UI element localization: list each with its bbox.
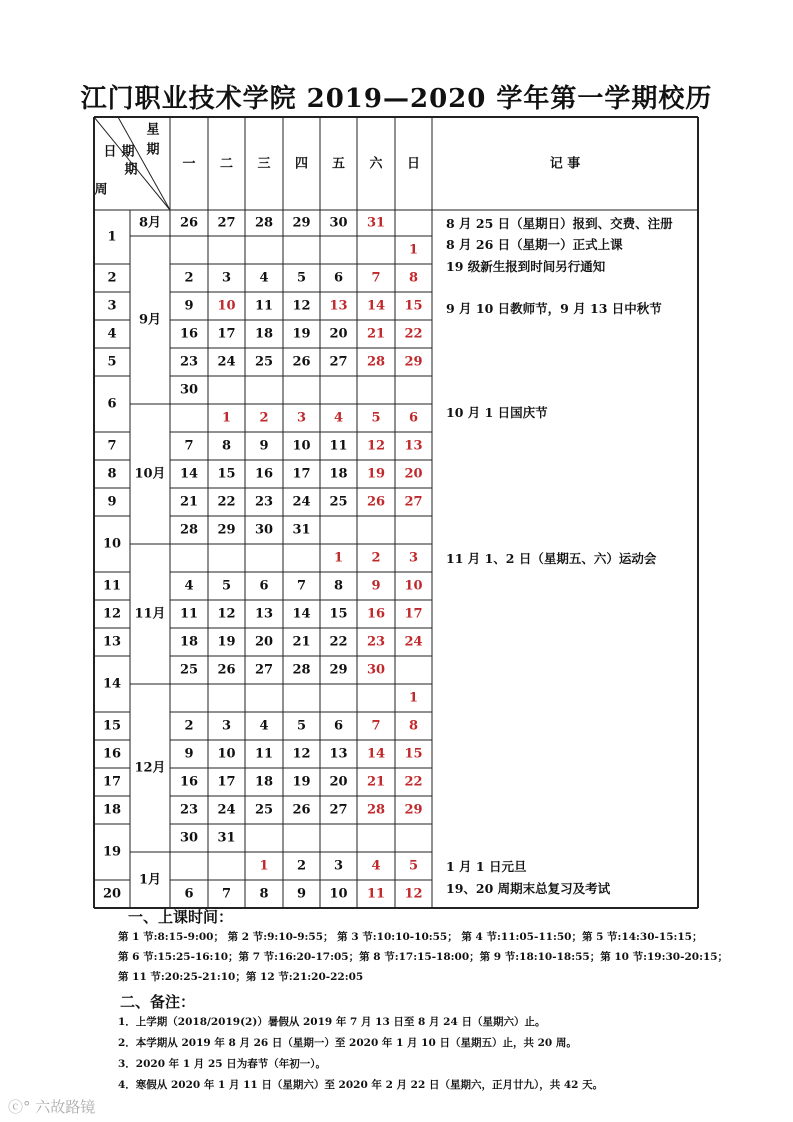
calendar-date: 12 [292, 298, 311, 314]
calendar-date: 5 [296, 718, 307, 734]
week-number: 10 [102, 536, 122, 552]
calendar-date: 9 [371, 578, 381, 594]
week-number: 5 [107, 354, 117, 370]
calendar-date: 11 [254, 298, 274, 314]
remark-line: 4．寒假从 2020 年 1 月 11 日（星期六）至 2020 年 2 月 22 日（星期六，正月廿九），共 42 天。 [118, 1079, 604, 1091]
week-number: 1 [107, 229, 117, 245]
note-registration: 8 月 25 日（星期日）报到、交费、注册 [446, 216, 673, 231]
watermark [8, 1096, 95, 1117]
week-number: 12 [102, 606, 122, 622]
calendar-date: 19 [292, 774, 311, 790]
calendar-date: 1 [408, 690, 419, 706]
calendar-date: 30 [366, 662, 386, 678]
calendar-date: 30 [179, 382, 199, 398]
note-new-year: 1 月 1 日元旦 [446, 859, 527, 874]
calendar-date: 16 [366, 606, 386, 622]
calendar-date: 30 [329, 215, 348, 231]
calendar-date: 11 [366, 886, 386, 902]
note-teachers-day: 9 月 10 日教师节，9 月 13 日中秋节 [446, 301, 662, 316]
calendar-date: 25 [329, 494, 348, 510]
week-number: 9 [107, 494, 117, 510]
calendar-date: 19 [366, 466, 386, 482]
calendar-date: 7 [371, 718, 381, 734]
class-times-line: 第 6 节:15:25-16:10；第 7 节:16:20-17:05；第 8 节:17:15-18:00；第 9 节:18:10-18:55；第 10 节:19:30-20:15； [118, 951, 729, 963]
note-classes-start: 8 月 26 日（星期一）正式上课 [446, 237, 623, 252]
corner-date-label: 日 [103, 144, 117, 160]
calendar-date: 26 [366, 494, 386, 510]
calendar-date: 5 [371, 410, 381, 426]
calendar-date: 4 [259, 718, 269, 734]
calendar-date: 13 [329, 746, 348, 762]
calendar-date: 29 [292, 215, 311, 231]
week-number: 2 [107, 270, 117, 286]
calendar-date: 21 [292, 634, 311, 650]
calendar-date: 8 [221, 438, 232, 454]
calendar-date: 12 [366, 438, 386, 454]
week-number: 16 [102, 746, 122, 762]
calendar-date: 8 [408, 718, 419, 734]
month-label: 11月 [134, 606, 166, 622]
calendar-date: 1 [408, 242, 419, 258]
calendar-date: 27 [329, 802, 348, 818]
calendar-date: 10 [217, 298, 236, 314]
calendar-date: 3 [296, 410, 307, 426]
calendar-date: 7 [296, 578, 307, 594]
note-national-day: 10 月 1 日国庆节 [446, 405, 548, 420]
weekday-header: 五 [331, 156, 346, 172]
remark-line: 2．本学期从 2019 年 8 月 26 日（星期一）至 2020 年 1 月 10 日（星期五）止，共 20 周。 [118, 1037, 577, 1049]
calendar-date: 10 [292, 438, 311, 454]
calendar-date: 4 [259, 270, 269, 286]
week-number: 15 [102, 718, 122, 734]
calendar-date: 2 [296, 858, 307, 874]
calendar-date: 22 [404, 774, 423, 790]
calendar-date: 27 [404, 494, 423, 510]
month-label: 12月 [134, 760, 166, 776]
calendar-date: 23 [179, 354, 199, 370]
calendar-date: 25 [254, 802, 274, 818]
calendar-date: 28 [366, 354, 386, 370]
calendar-date: 18 [329, 466, 348, 482]
calendar-date: 27 [254, 662, 274, 678]
calendar-date: 17 [217, 326, 236, 342]
calendar-date: 4 [184, 578, 194, 594]
calendar-date: 23 [366, 634, 386, 650]
remark-line: 3．2020 年 1 月 25 日为春节（年初一）。 [118, 1058, 326, 1070]
calendar-date: 6 [333, 270, 344, 286]
calendar-date: 10 [329, 886, 348, 902]
corner-date-label: 期 [121, 144, 135, 160]
calendar-date: 14 [366, 298, 386, 314]
calendar-date: 12 [404, 886, 423, 902]
calendar-date: 14 [366, 746, 386, 762]
week-number: 4 [107, 326, 117, 342]
calendar-date: 20 [404, 466, 423, 482]
calendar-date: 28 [292, 662, 311, 678]
weekday-header: 六 [369, 156, 383, 172]
calendar-date: 7 [221, 886, 232, 902]
calendar-date: 10 [404, 578, 423, 594]
calendar-date: 2 [184, 270, 194, 286]
watermark-text: 六故路镜 [35, 1098, 96, 1116]
week-number: 7 [107, 438, 117, 454]
calendar-date: 5 [221, 578, 232, 594]
calendar-date: 15 [404, 298, 423, 314]
calendar-date: 6 [259, 578, 269, 594]
weekday-header: 一 [182, 156, 196, 172]
calendar-date: 22 [404, 326, 423, 342]
weekday-header: 三 [257, 156, 271, 172]
calendar-date: 9 [184, 298, 194, 314]
calendar-date: 29 [404, 802, 423, 818]
calendar-date: 9 [259, 438, 269, 454]
calendar-date: 15 [329, 606, 348, 622]
calendar-date: 18 [179, 634, 199, 650]
calendar-date: 27 [217, 215, 236, 231]
calendar-date: 4 [371, 858, 381, 874]
calendar-date: 26 [217, 662, 236, 678]
class-times-line: 第 11 节:20:25-21:10；第 12 节:21:20-22:05 [118, 971, 364, 983]
calendar-date: 29 [217, 522, 236, 538]
calendar-date: 31 [366, 215, 386, 231]
calendar-date: 26 [292, 354, 311, 370]
weekday-header: 二 [219, 156, 234, 172]
calendar-date: 11 [329, 438, 348, 454]
calendar-date: 3 [408, 550, 419, 566]
calendar-date: 10 [217, 746, 236, 762]
calendar-date: 8 [408, 270, 419, 286]
calendar-date: 12 [292, 746, 311, 762]
month-label: 1月 [138, 872, 162, 888]
calendar-date: 1 [333, 550, 344, 566]
calendar-date: 26 [292, 802, 311, 818]
weekday-header: 日 [406, 156, 421, 172]
calendar-date: 21 [366, 774, 386, 790]
calendar-date: 24 [292, 494, 311, 510]
calendar-date: 21 [366, 326, 386, 342]
calendar-date: 16 [179, 326, 199, 342]
calendar-date: 18 [254, 774, 274, 790]
week-number: 20 [102, 886, 122, 902]
note-final-exams: 19、20 周期末总复习及考试 [446, 881, 611, 896]
watermark-logo-icon: ⓒ° [8, 1098, 31, 1116]
calendar-date: 15 [217, 466, 236, 482]
calendar-date: 23 [254, 494, 274, 510]
calendar-date: 7 [371, 270, 381, 286]
calendar-date: 14 [292, 606, 311, 622]
calendar-date: 8 [333, 578, 344, 594]
calendar-date: 4 [333, 410, 344, 426]
calendar-date: 29 [404, 354, 423, 370]
calendar-date: 30 [179, 830, 199, 846]
calendar-date: 11 [179, 606, 199, 622]
calendar-date: 20 [329, 774, 348, 790]
week-number: 3 [107, 298, 117, 314]
calendar-date: 3 [221, 718, 232, 734]
class-times-heading: 一、上课时间： [128, 908, 234, 926]
calendar-date: 9 [184, 746, 194, 762]
calendar-date: 28 [254, 215, 274, 231]
calendar-date: 13 [254, 606, 274, 622]
calendar-date: 16 [254, 466, 274, 482]
page-title: 江门职业技术学院 2019—2020 学年第一学期校历 [80, 84, 713, 114]
calendar-date: 19 [292, 326, 311, 342]
class-times-line: 第 1 节:8:15-9:00； 第 2 节:9:10-9:55； 第 3 节:10:10-10:55； 第 4 节:11:05-11:50；第 5 节:14:30-15:15； [118, 931, 703, 943]
calendar-date: 25 [254, 354, 274, 370]
remarks-heading: 二、备注： [120, 993, 196, 1011]
calendar-date: 8 [259, 886, 269, 902]
calendar-date: 22 [217, 494, 236, 510]
corner-date-label: 期 [124, 162, 138, 178]
weekday-header: 四 [294, 156, 309, 172]
calendar-date: 18 [254, 326, 274, 342]
calendar-date: 14 [179, 466, 199, 482]
month-label: 8月 [138, 215, 162, 231]
calendar-date: 29 [329, 662, 348, 678]
calendar-date: 6 [333, 718, 344, 734]
calendar-date: 7 [184, 438, 194, 454]
calendar-date: 30 [254, 522, 274, 538]
calendar-date: 20 [329, 326, 348, 342]
calendar-date: 12 [217, 606, 236, 622]
calendar-date: 17 [217, 774, 236, 790]
calendar-date: 17 [404, 606, 423, 622]
week-number: 8 [107, 466, 117, 482]
calendar-date: 21 [179, 494, 199, 510]
week-number: 17 [102, 774, 122, 790]
calendar-date: 17 [292, 466, 311, 482]
calendar-date: 2 [259, 410, 269, 426]
calendar-date: 5 [296, 270, 307, 286]
week-number: 6 [107, 396, 117, 412]
calendar-date: 28 [179, 522, 199, 538]
calendar-date: 31 [217, 830, 236, 846]
note-sports-meet: 11 月 1、2 日（星期五、六）运动会 [446, 551, 657, 566]
calendar-date: 24 [404, 634, 423, 650]
month-label: 9月 [138, 312, 162, 328]
calendar-date: 6 [184, 886, 194, 902]
calendar-date: 1 [221, 410, 232, 426]
corner-week-label: 星 [146, 122, 160, 138]
week-number: 14 [102, 676, 122, 692]
remark-line: 1．上学期（2018/2019(2)）暑假从 2019 年 7 月 13 日至 8 月 24 日（星期六）止。 [118, 1016, 546, 1028]
calendar-date: 13 [404, 438, 423, 454]
calendar-date: 2 [371, 550, 381, 566]
calendar-date: 23 [179, 802, 199, 818]
calendar-date: 3 [333, 858, 344, 874]
calendar-date: 28 [366, 802, 386, 818]
calendar-date: 9 [296, 886, 307, 902]
calendar-date: 2 [184, 718, 194, 734]
calendar-date: 15 [404, 746, 423, 762]
notes-header: 记 事 [549, 156, 581, 172]
calendar-date: 19 [217, 634, 236, 650]
note-freshmen: 19 级新生报到时间另行通知 [446, 259, 606, 274]
corner-week-label: 期 [146, 142, 160, 158]
calendar-date: 5 [408, 858, 419, 874]
week-number: 18 [102, 802, 122, 818]
calendar-date: 3 [221, 270, 232, 286]
calendar-date: 16 [179, 774, 199, 790]
week-number: 11 [102, 578, 122, 594]
calendar-date: 11 [254, 746, 274, 762]
calendar-date: 24 [217, 802, 236, 818]
month-label: 10月 [134, 466, 166, 482]
calendar-date: 6 [408, 410, 419, 426]
corner-week-no-label: 周 [94, 182, 108, 198]
calendar-date: 22 [329, 634, 348, 650]
calendar-date: 31 [292, 522, 311, 538]
calendar-date: 27 [329, 354, 348, 370]
calendar-date: 24 [217, 354, 236, 370]
week-number: 13 [102, 634, 122, 650]
calendar-date: 26 [179, 215, 199, 231]
calendar-date: 20 [254, 634, 274, 650]
calendar-date: 1 [259, 858, 269, 874]
calendar-date: 13 [329, 298, 348, 314]
week-number: 19 [102, 844, 122, 860]
calendar-date: 25 [179, 662, 199, 678]
